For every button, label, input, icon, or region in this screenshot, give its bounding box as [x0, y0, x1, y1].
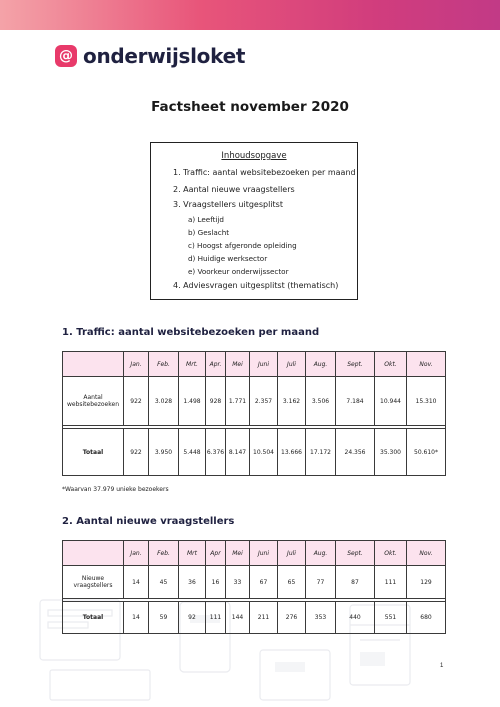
header-month: Apr. [206, 352, 226, 377]
table-cell: 16 [206, 566, 226, 599]
header-month: Sept. [336, 541, 375, 566]
table-cell: 3.162 [278, 377, 306, 426]
table-cell: 922 [124, 429, 149, 476]
table-cell: 36 [179, 566, 206, 599]
header-month: Apr [206, 541, 226, 566]
table-cell: 1.498 [179, 377, 206, 426]
header-month: Juni [250, 541, 278, 566]
header-month: Juni [250, 352, 278, 377]
header-month: Mrt. [179, 352, 206, 377]
table-cell: 680 [407, 602, 446, 634]
table-cell: 33 [226, 566, 250, 599]
table-cell: 17.172 [306, 429, 336, 476]
header-month: Okt. [375, 541, 407, 566]
table-cell: 5.448 [179, 429, 206, 476]
table-cell: 928 [206, 377, 226, 426]
page-number: 1 [440, 663, 444, 669]
table-cell: 129 [407, 566, 446, 599]
toc-subitem: b) Geslacht [188, 228, 230, 237]
header-empty-cell [63, 352, 124, 377]
section-heading-traffic: 1. Traffic: aantal websitebezoeken per maand [62, 327, 320, 338]
toc-subitem: c) Hoogst afgeronde opleiding [188, 241, 297, 250]
header-month: Feb. [149, 352, 179, 377]
row-label: Nieuwe vraagstellers [63, 566, 124, 599]
table-cell: 144 [226, 602, 250, 634]
table-cell: 440 [336, 602, 375, 634]
table-cell: 10.944 [375, 377, 407, 426]
table-header-row [63, 352, 446, 377]
table-cell: 50.610* [407, 429, 446, 476]
toc-subitem: e) Voorkeur onderwijssector [188, 267, 289, 276]
header-month: Mei [226, 541, 250, 566]
header-month: Juli [278, 541, 306, 566]
header-month: Sept. [336, 352, 375, 377]
table-cell: 3.950 [149, 429, 179, 476]
table-cell: 14 [124, 566, 149, 599]
table-cell: 1.771 [226, 377, 250, 426]
header-month: Nov. [407, 352, 446, 377]
brand-logo [55, 44, 245, 68]
table-cell: 45 [149, 566, 179, 599]
header-month: Aug. [306, 352, 336, 377]
table-row [63, 566, 446, 599]
header-month: Jan. [124, 352, 149, 377]
new-askers-table [62, 540, 446, 634]
table-cell: 10.504 [250, 429, 278, 476]
top-gradient-bar [0, 0, 500, 30]
traffic-table [62, 351, 446, 476]
toc-subitem: a) Leeftijd [188, 215, 224, 224]
table-cell: 3.028 [149, 377, 179, 426]
table-cell: 92 [179, 602, 206, 634]
table-cell: 24.356 [336, 429, 375, 476]
footnote: *Waarvan 37.979 unieke bezoekers [62, 486, 169, 493]
table-cell: 59 [149, 602, 179, 634]
toc-subitem: d) Huidige werksector [188, 254, 268, 263]
table-cell: 35.300 [375, 429, 407, 476]
table-cell: 2.357 [250, 377, 278, 426]
table-cell: 353 [306, 602, 336, 634]
row-label: Aantal websitebezoeken [63, 377, 124, 426]
table-cell: 211 [250, 602, 278, 634]
table-cell: 3.506 [306, 377, 336, 426]
table-cell: 77 [306, 566, 336, 599]
table-cell: 8.147 [226, 429, 250, 476]
brand-name: onderwijsloket [83, 44, 246, 68]
table-cell: 87 [336, 566, 375, 599]
table-cell: 15.310 [407, 377, 446, 426]
at-sign-icon: @ [55, 45, 77, 67]
table-row [63, 377, 446, 426]
toc-item: 2. Aantal nieuwe vraagstellers [173, 185, 295, 194]
table-cell: 7.184 [336, 377, 375, 426]
table-cell: 276 [278, 602, 306, 634]
header-month: Mrt [179, 541, 206, 566]
header-month: Feb. [149, 541, 179, 566]
table-cell: 111 [206, 602, 226, 634]
header-month: Aug. [306, 541, 336, 566]
header-month: Mei [226, 352, 250, 377]
table-cell: 13.666 [278, 429, 306, 476]
toc-item: 1. Traffic: aantal websitebezoeken per maand [173, 168, 356, 177]
document-title: Factsheet november 2020 [151, 99, 349, 115]
table-row [63, 429, 446, 476]
table-cell: 111 [375, 566, 407, 599]
row-label: Totaal [63, 429, 124, 476]
toc-item: 4. Adviesvragen uitgesplitst (thematisch) [173, 281, 339, 290]
header-month: Okt. [375, 352, 407, 377]
header-month: Juli [278, 352, 306, 377]
section-heading-new-askers: 2. Aantal nieuwe vraagstellers [62, 516, 235, 527]
header-month: Nov. [407, 541, 446, 566]
toc-item: 3. Vraagstellers uitgesplitst [173, 200, 283, 209]
table-cell: 922 [124, 377, 149, 426]
header-month: Jan. [124, 541, 149, 566]
table-header-row [63, 541, 446, 566]
row-label: Totaal [63, 602, 124, 634]
table-cell: 65 [278, 566, 306, 599]
header-empty-cell [63, 541, 124, 566]
table-cell: 67 [250, 566, 278, 599]
table-cell: 14 [124, 602, 149, 634]
toc-title: Inhoudsopgave [221, 151, 287, 161]
table-row [63, 602, 446, 634]
table-cell: 6.376 [206, 429, 226, 476]
table-of-contents [150, 142, 358, 300]
table-cell: 551 [375, 602, 407, 634]
